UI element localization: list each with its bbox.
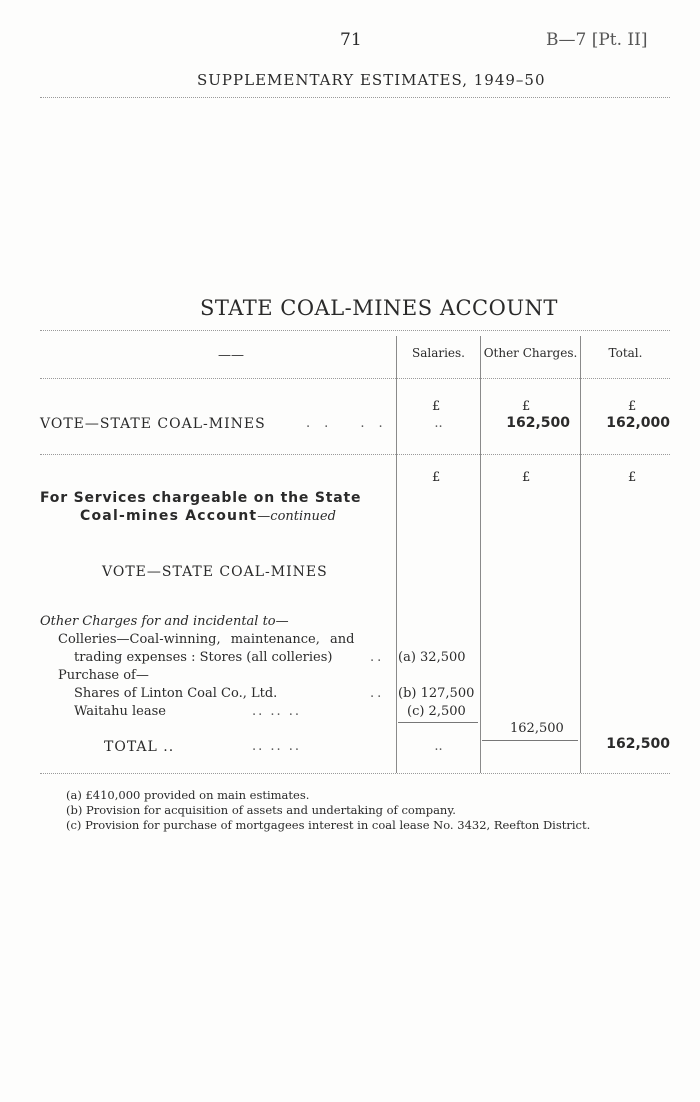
header-other-charges: Other Charges. bbox=[483, 346, 578, 360]
shares-label: Shares of Linton Coal Co., Ltd. bbox=[74, 686, 278, 701]
summary-row-other-charges: 162,500 bbox=[506, 415, 570, 431]
collieries-line2: trading expenses : Stores (all colleries) bbox=[74, 650, 333, 665]
account-title: STATE COAL-MINES ACCOUNT bbox=[200, 296, 558, 320]
summary-row-label: VOTE—STATE COAL-MINES bbox=[40, 416, 266, 432]
header-rule bbox=[40, 97, 670, 98]
total-row-label: TOTAL .. bbox=[104, 739, 175, 755]
running-title: SUPPLEMENTARY ESTIMATES, 1949–50 bbox=[197, 71, 546, 89]
paper-reference: B—7 [Pt. II] bbox=[546, 30, 648, 50]
total-row-total: 162,500 bbox=[606, 736, 670, 752]
column-divider-other-charges bbox=[480, 336, 481, 773]
footnote-a: (a) £410,000 provided on main estimates. bbox=[66, 788, 310, 802]
services-heading-continued: —continued bbox=[257, 509, 336, 524]
waitahu-label: Waitahu lease bbox=[74, 704, 166, 719]
purchase-heading: Purchase of— bbox=[58, 668, 149, 683]
currency-total-2: £ bbox=[628, 470, 637, 485]
services-heading-line2 bbox=[80, 508, 336, 524]
page-number: 71 bbox=[340, 30, 362, 50]
currency-other-charges: £ bbox=[522, 399, 531, 414]
header-description: —— bbox=[218, 348, 244, 363]
other-charges-heading: Other Charges for and incidental to— bbox=[40, 614, 289, 629]
summary-row-leader: .. .. bbox=[306, 416, 397, 431]
collieries-leader: .. bbox=[370, 650, 385, 665]
vote-heading: VOTE—STATE COAL-MINES bbox=[102, 564, 328, 580]
table-bottom-rule bbox=[40, 773, 670, 774]
shares-leader: .. bbox=[370, 686, 385, 701]
subtotal-other-charges: 162,500 bbox=[510, 721, 564, 736]
column-divider-total bbox=[580, 336, 581, 773]
salaries-sum-rule bbox=[398, 722, 478, 723]
header-salaries: Salaries. bbox=[411, 346, 465, 360]
table-section-rule bbox=[40, 454, 670, 455]
currency-other-charges-2: £ bbox=[522, 470, 531, 485]
table-header-rule bbox=[40, 378, 670, 379]
services-heading-line1: For Services chargeable on the State bbox=[40, 490, 362, 506]
currency-salaries-2: £ bbox=[432, 470, 441, 485]
header-total: Total. bbox=[608, 346, 643, 360]
footnote-c: (c) Provision for purchase of mortgagees interest in coal lease No. 3432, Reefton District. bbox=[66, 818, 591, 832]
table-top-rule bbox=[40, 330, 670, 331]
summary-row-total: 162,000 bbox=[606, 415, 670, 431]
other-charges-sum-rule bbox=[482, 740, 578, 741]
summary-row-salaries: .. bbox=[434, 416, 443, 431]
currency-salaries: £ bbox=[432, 399, 441, 414]
waitahu-amount: (c) 2,500 bbox=[407, 704, 466, 719]
shares-amount: (b) 127,500 bbox=[398, 686, 475, 701]
column-divider-salaries bbox=[396, 336, 397, 773]
total-row-leader: .. .. .. bbox=[252, 739, 302, 754]
collieries-line1: Colleries—Coal-winning, maintenance, and bbox=[58, 632, 355, 647]
collieries-amount: (a) 32,500 bbox=[398, 650, 466, 665]
waitahu-leader: .. .. .. bbox=[252, 704, 302, 719]
footnote-b: (b) Provision for acquisition of assets and undertaking of company. bbox=[66, 803, 456, 817]
services-heading-account: Coal-mines Account bbox=[80, 508, 258, 524]
currency-total: £ bbox=[628, 399, 637, 414]
total-row-salaries: .. bbox=[434, 739, 443, 754]
